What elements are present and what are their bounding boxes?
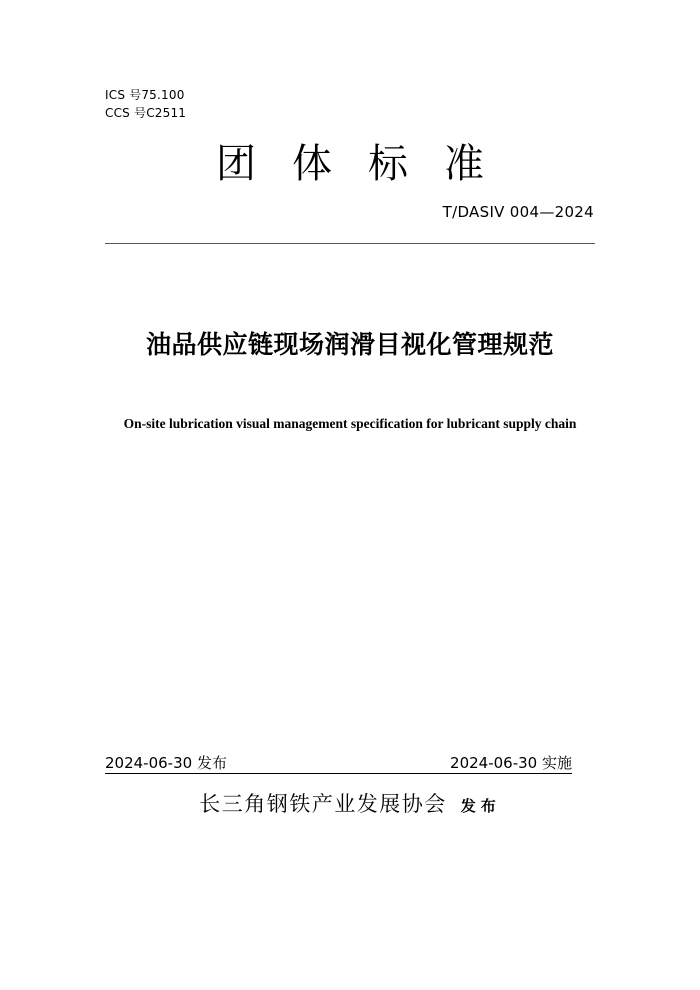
publisher-line — [0, 788, 700, 818]
ics-code: ICS 号75.100 — [105, 88, 185, 102]
standard-english-name: On-site lubrication visual management specification for lubricant supply chain — [123, 416, 577, 431]
publisher-name: 长三角钢铁产业发展协会 — [199, 792, 447, 816]
issue-date: 2024-06-30 发布 — [105, 754, 227, 772]
ccs-code: CCS 号C2511 — [105, 106, 187, 120]
dates-line — [105, 754, 572, 774]
header-divider — [105, 243, 595, 244]
implementation-date: 2024-06-30 实施 — [450, 754, 572, 772]
standard-number: T/DASIV 004—2024 — [442, 203, 594, 221]
classification-codes — [105, 86, 186, 122]
publish-label: 发布 — [460, 797, 501, 815]
standard-chinese-name: 油品供应链现场润滑目视化管理规范 — [145, 330, 554, 359]
document-type-title: 团体标准 — [216, 141, 520, 187]
